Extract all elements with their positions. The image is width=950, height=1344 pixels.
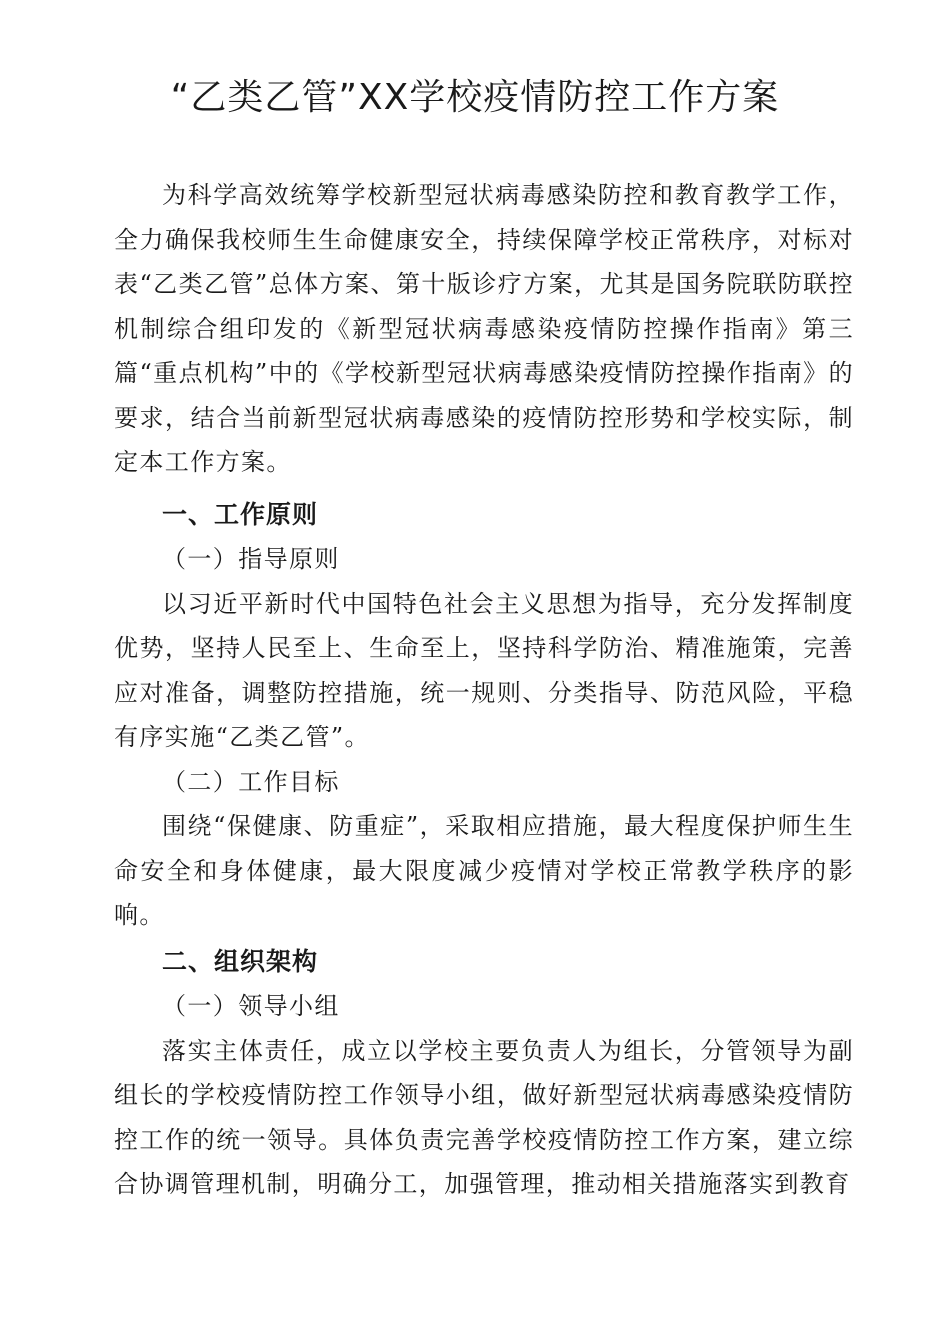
spacer [114, 485, 854, 493]
work-goal-paragraph: 围绕“保健康、防重症”，采取相应措施，最大程度保护师生生命安全和身体健康，最大限度减少疫情对学校正常教学秩序的影响。 [114, 812, 854, 929]
subsection-heading-leading-group: （一）领导小组 [162, 992, 340, 1020]
document-title: “乙类乙管”XX学校疫情防控工作方案 [170, 77, 780, 118]
guiding-principle-paragraph: 以习近平新时代中国特色社会主义思想为指导，充分发挥制度优势，坚持人民至上、生命至上，坚持科学防治、精准施策，完善应对准备，调整防控措施，统一规则、分类指导、防范风险，平稳有序实施“乙类乙管”。 [114, 589, 854, 751]
subsection-heading-guiding-principle: （一）指导原则 [162, 545, 340, 573]
section-heading-organization: 二、组织架构 [162, 946, 319, 976]
leading-group-paragraph: 落实主体责任，成立以学校主要负责人为组长，分管领导为副组长的学校疫情防控工作领导小组，做好新型冠状病毒感染疫情防控工作的统一领导。具体负责完善学校疫情防控工作方案，建立综合协调管理机制，明确分工，加强管理，推动相关措施落实到教育 [114, 1036, 854, 1198]
subsection-heading-work-goal: （二）工作目标 [162, 767, 340, 796]
section-heading-principles: 一、工作原则 [162, 499, 319, 529]
intro-paragraph: 为科学高效统筹学校新型冠状病毒感染防控和教育教学工作，全力确保我校师生生命健康安全，持续保障学校正常秩序，对标对表“乙类乙管”总体方案、第十版诊疗方案，尤其是国务院联防联控机制综合组印发的《新型冠状病毒感染疫情防控操作指南》第三篇“重点机构”中的《学校新型冠状病毒感染疫情防控操作指南》的要求，结合当前新型冠状病毒感染的疫情防控形势和学校实际，制定本工作方案。 [114, 181, 854, 476]
document-body [114, 173, 854, 1207]
